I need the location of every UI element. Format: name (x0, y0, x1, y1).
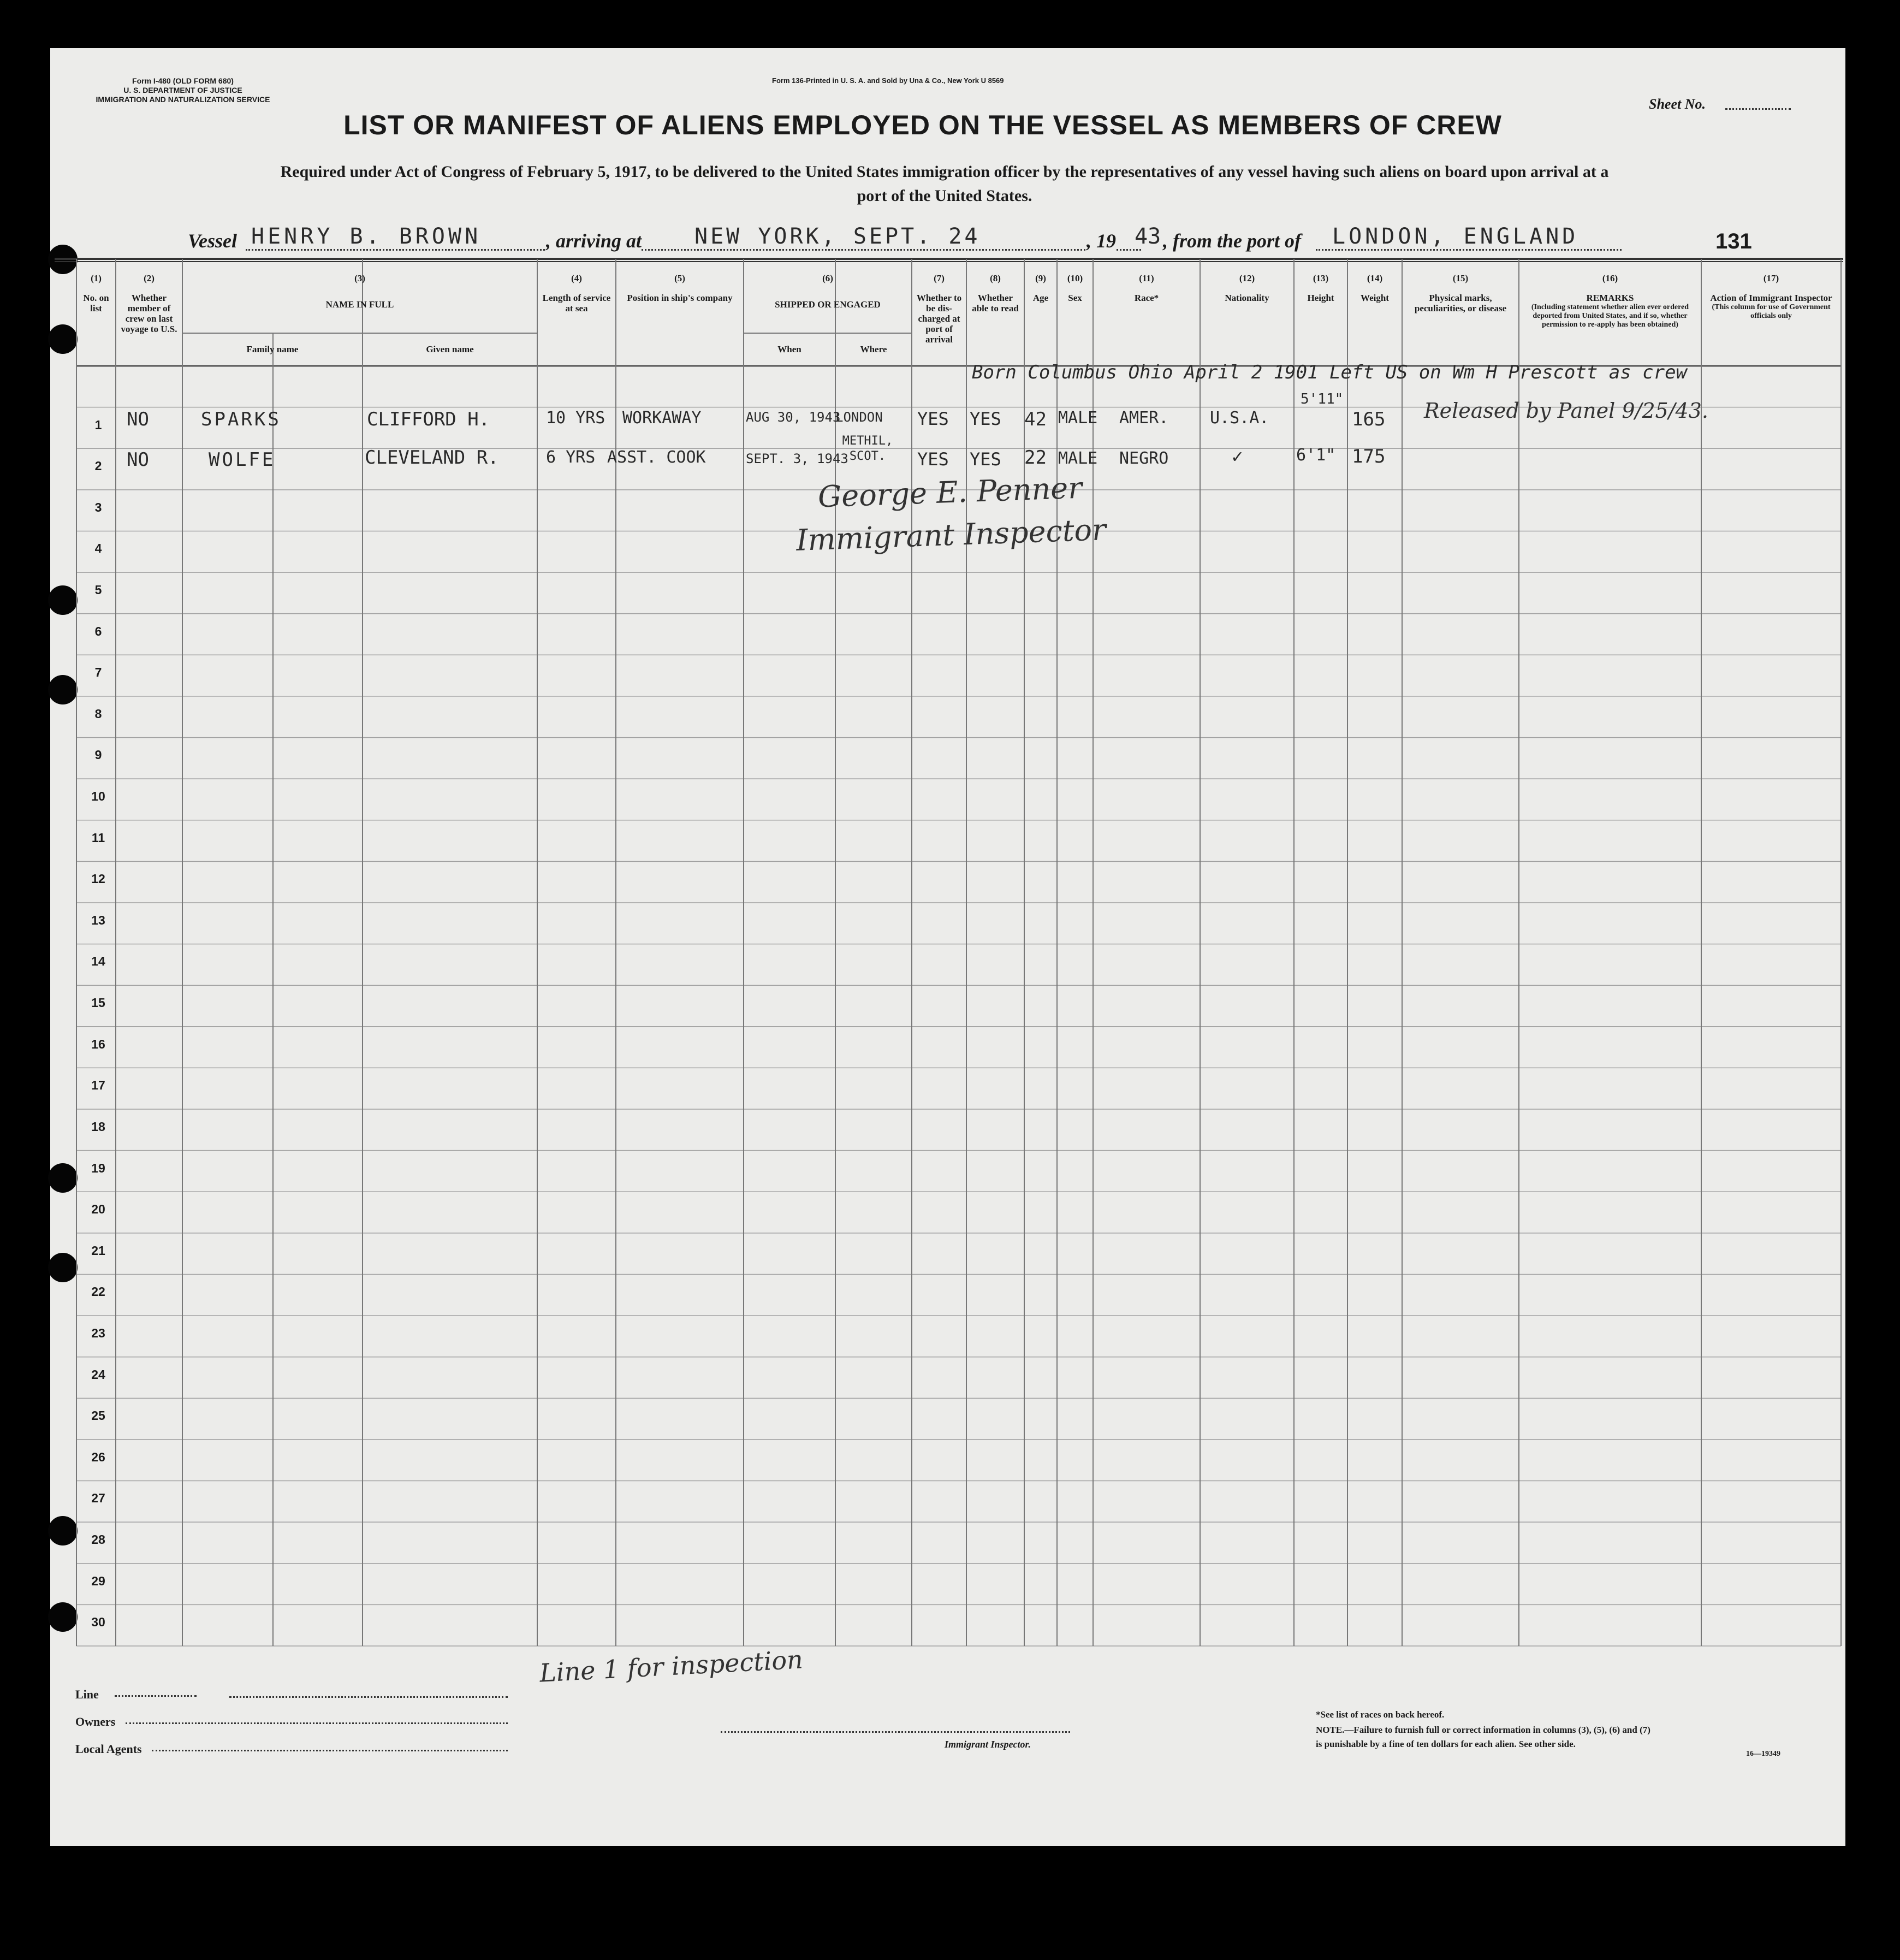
column-number: (14) (1367, 273, 1383, 283)
position: ASST. COOK (607, 448, 706, 467)
column-number: (11) (1139, 273, 1154, 283)
row-number: 19 (91, 1160, 105, 1175)
row-number: 1 (94, 417, 102, 432)
sex: MALE (1058, 449, 1098, 468)
sheet-number: 131 (1715, 229, 1752, 253)
column-header (1519, 273, 1701, 329)
row-number: 18 (91, 1119, 105, 1134)
column-number: (10) (1067, 273, 1083, 283)
column-number: (1) (91, 273, 102, 283)
column-number: (12) (1239, 273, 1255, 283)
vessel-label: Vessel (188, 230, 237, 252)
row-number: 5 (94, 582, 102, 597)
age: 22 (1024, 447, 1047, 469)
last-voyage: NO (127, 449, 149, 471)
discharged: YES (917, 408, 949, 429)
row-number: 28 (91, 1532, 105, 1547)
local-agents-label: Local Agents (75, 1742, 142, 1756)
races-note: *See list of races on back hereof. (1316, 1709, 1445, 1720)
column-header (744, 273, 912, 310)
column-sublabel: When (777, 344, 801, 354)
handwritten-note-top: Born Columbus Ohio April 2 1901 Left US on Wm H Prescott as crew (972, 362, 1688, 383)
service-length: 10 YRS (546, 408, 605, 428)
column-number: (6) (822, 273, 833, 283)
row-number: 12 (91, 872, 105, 886)
service-length: 6 YRS (546, 448, 596, 467)
row-number: 3 (94, 500, 102, 514)
inspector-signature-title: Immigrant Inspector (795, 512, 1107, 558)
sex: MALE (1058, 408, 1098, 428)
row-number: 27 (91, 1491, 105, 1506)
service: IMMIGRATION AND NATURALIZATION SERVICE (96, 95, 270, 104)
sheet-label: Sheet No. (1649, 96, 1706, 112)
shipped-when: AUG 30, 1943 (746, 410, 841, 425)
row-number: 29 (91, 1573, 105, 1588)
column-detail: (This column for use of Government officials only (1712, 303, 1831, 320)
line-field (115, 1695, 197, 1697)
subtitle-line-2: port of the United States. (857, 187, 1032, 205)
column-header (116, 273, 182, 334)
column-label: Race* (1134, 293, 1159, 303)
column-detail: (Including statement whether alien ever ordered deported from United States, and if so, whether permission to re-apply has been obtained) (1531, 303, 1689, 329)
fine-note-1: NOTE.—Failure to furnish full or correct information in columns (3), (5), (6) and (7) (1316, 1725, 1650, 1735)
height: 6'1" (1296, 446, 1336, 465)
row-number: 10 (91, 789, 105, 804)
age: 42 (1024, 408, 1047, 430)
from-label: , from the port of (1163, 230, 1302, 252)
page-title: LIST OR MANIFEST OF ALIENS EMPLOYED ON THE VESSEL AS MEMBERS OF CREW (343, 110, 1502, 140)
column-header (182, 273, 537, 310)
footer-handwritten-note: Line 1 for inspection (538, 1644, 804, 1688)
nationality: ✓ (1232, 446, 1243, 467)
column-sublabel: Family name (246, 344, 299, 354)
shipped-when: SEPT. 3, 1943 (746, 451, 848, 466)
row-number: 13 (91, 913, 105, 927)
from-port: LONDON, ENGLAND (1332, 224, 1579, 249)
column-header (1024, 273, 1057, 303)
position: WORKAWAY (622, 408, 702, 428)
fine-note-2: is punishable by a fine of ten dollars for each alien. See other side. (1316, 1739, 1576, 1749)
row-number: 6 (94, 624, 102, 638)
column-header (966, 273, 1024, 313)
column-label: Whether able to read (972, 293, 1019, 313)
column-header (1057, 273, 1093, 303)
shipped-where: LONDON (835, 410, 883, 425)
row-number: 25 (91, 1408, 105, 1423)
last-voyage: NO (127, 408, 149, 430)
shipped-where: METHIL, SCOT. (842, 434, 893, 463)
column-label: No. on list (83, 293, 109, 313)
column-label: Whether member of crew on last voyage to U.S. (121, 293, 177, 334)
column-label: Position in ship's company (627, 293, 733, 303)
column-label: Physical marks, peculiarities, or disease (1414, 293, 1507, 313)
column-number: (2) (144, 273, 155, 283)
column-sublabel: Given name (426, 344, 474, 354)
column-header (76, 273, 116, 313)
row-number: 11 (91, 830, 105, 845)
column-number: (5) (674, 273, 685, 283)
year: 43 (1135, 224, 1161, 249)
row-number: 21 (91, 1243, 105, 1258)
printer-note: Form 136-Printed in U. S. A. and Sold by Una & Co., New York U 8569 (772, 76, 1004, 85)
column-label: Whether to be dis-charged at port of arrival (916, 293, 962, 345)
row-number: 15 (91, 996, 105, 1010)
row-number: 17 (91, 1078, 105, 1093)
row-number: 8 (94, 706, 102, 721)
weight: 175 (1352, 446, 1386, 467)
arriving-at: NEW YORK, SEPT. 24 (694, 224, 981, 249)
owners-label: Owners (75, 1715, 116, 1728)
subtitle-line-1: Required under Act of Congress of February 5, 1917, to be delivered to the United States immigration officer by the representatives of any vessel having such aliens on board upon arrival at a (280, 163, 1609, 181)
column-label: Weight (1361, 293, 1389, 303)
form-code: 16—19349 (1746, 1750, 1780, 1758)
weight: 165 (1352, 408, 1386, 430)
column-label: NAME IN FULL (325, 299, 394, 310)
row-number: 23 (91, 1326, 105, 1340)
column-header (912, 273, 966, 345)
column-header (1701, 273, 1841, 321)
row-number: 30 (91, 1615, 105, 1630)
year-prefix: , 19 (1086, 230, 1116, 252)
column-label: Age (1032, 293, 1049, 303)
able-to-read: YES (970, 449, 1001, 470)
row-number: 16 (91, 1037, 105, 1051)
given-name: CLIFFORD H. (367, 408, 490, 430)
column-header (1402, 273, 1519, 313)
local-agents-field (152, 1750, 508, 1751)
height: 5'11" (1301, 391, 1344, 407)
row-number: 20 (91, 1202, 105, 1217)
row-number: 7 (94, 665, 102, 680)
row-number: 26 (91, 1449, 105, 1464)
column-label: REMARKS (1586, 293, 1634, 303)
family-name: SPARKS (201, 408, 281, 430)
column-number: (3) (354, 273, 365, 283)
line-label: Line (75, 1687, 99, 1701)
column-number: (17) (1763, 273, 1779, 283)
row-number: 22 (91, 1284, 105, 1299)
able-to-read: YES (970, 408, 1001, 429)
column-label: SHIPPED OR ENGAGED (775, 299, 881, 310)
column-header (1200, 273, 1294, 303)
column-label: Nationality (1225, 293, 1269, 303)
nationality: U.S.A. (1210, 408, 1269, 428)
column-header (1347, 273, 1402, 303)
row-number: 24 (91, 1367, 105, 1382)
owners-field (126, 1722, 508, 1724)
form-id: Form I-480 (OLD FORM 680) (132, 76, 234, 85)
column-header (616, 273, 744, 303)
row-number: 14 (91, 954, 105, 969)
immigrant-inspector-label: Immigrant Inspector. (945, 1739, 1031, 1750)
column-header (537, 273, 616, 313)
column-number: (9) (1035, 273, 1046, 283)
inspector-signature: George E. Penner (817, 470, 1083, 514)
column-label: Sex (1068, 293, 1082, 303)
remarks: Released by Panel 9/25/43. (1424, 399, 1708, 423)
department: U. S. DEPARTMENT OF JUSTICE (123, 86, 242, 94)
row-number: 9 (94, 748, 102, 762)
column-header (1093, 273, 1200, 303)
column-number: (15) (1452, 273, 1469, 283)
column-sublabel: Where (860, 344, 887, 354)
column-label: Action of Immigrant Inspector (1710, 293, 1832, 303)
column-label: Length of service at sea (542, 293, 611, 313)
inspector-line (721, 1731, 1070, 1733)
column-label: Height (1307, 293, 1334, 303)
row-number: 4 (94, 541, 102, 556)
column-header (1294, 273, 1347, 303)
column-number: (8) (990, 273, 1001, 283)
column-number: (16) (1602, 273, 1618, 283)
arriving-label: , arriving at (546, 230, 642, 252)
given-name: CLEVELAND R. (365, 447, 499, 469)
column-number: (7) (934, 273, 945, 283)
line-field-2 (229, 1696, 508, 1698)
family-name: WOLFE (209, 449, 276, 471)
row-number: 2 (94, 459, 102, 473)
vessel-name: HENRY B. BROWN (251, 224, 482, 249)
column-number: (4) (571, 273, 582, 283)
discharged: YES (917, 449, 949, 470)
column-number: (13) (1313, 273, 1329, 283)
race: AMER. (1119, 408, 1169, 428)
race: NEGRO (1119, 449, 1169, 468)
